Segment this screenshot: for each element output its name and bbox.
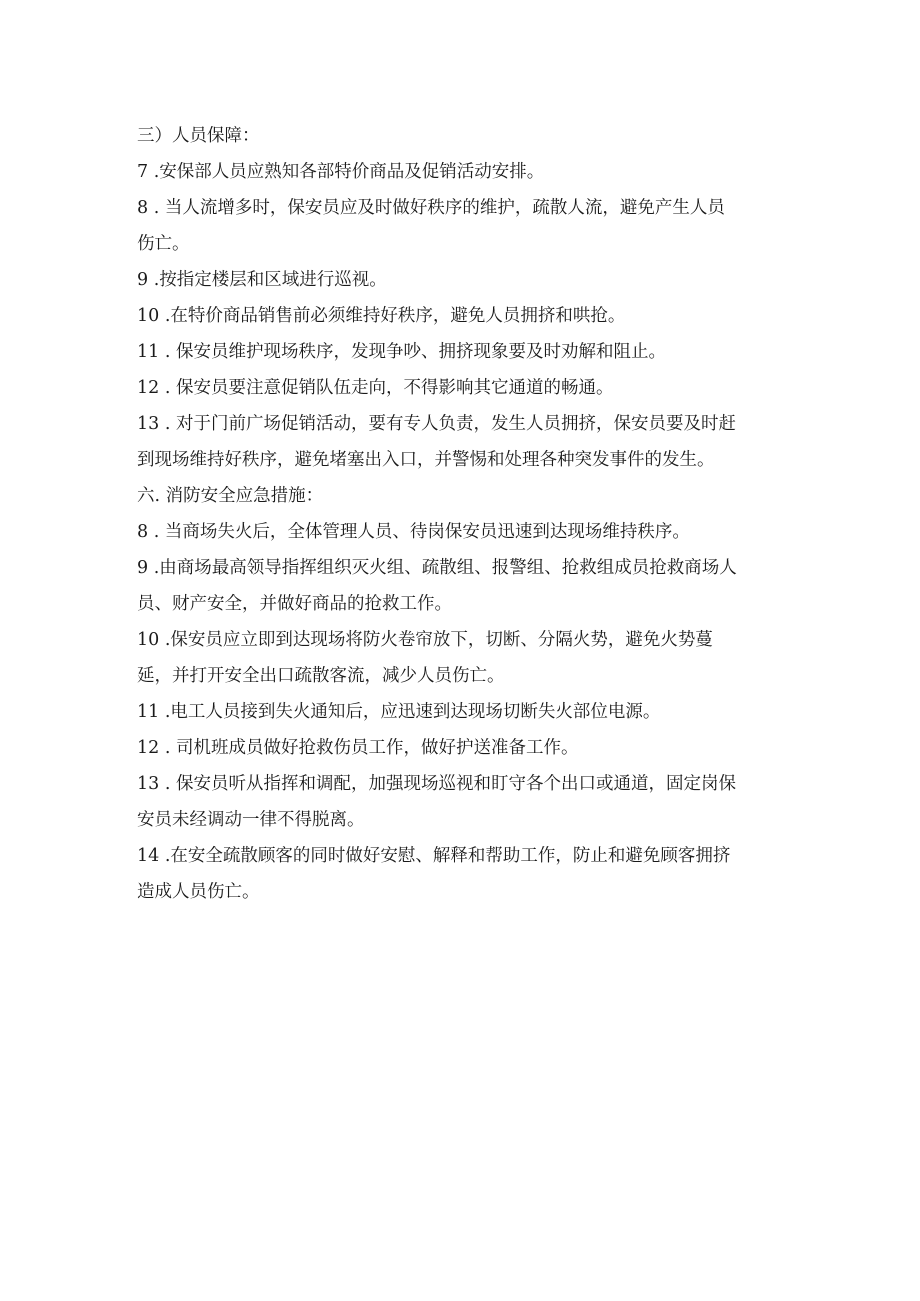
paragraph-line: 10 .在特价商品销售前必须维持好秩序，避免人员拥挤和哄抢。 <box>137 306 626 326</box>
paragraph-line: 9 .按指定楼层和区域进行巡视。 <box>137 270 387 290</box>
paragraph-line: 安员未经调动一律不得脱离。 <box>137 810 365 830</box>
section-heading-fire-safety: 六. 消防安全应急措施： <box>137 486 324 506</box>
document-body <box>137 118 787 910</box>
paragraph-line: 9 .由商场最高领导指挥组织灭火组、疏散组、报警组、抢救组成员抢救商场人 <box>137 558 737 578</box>
paragraph-line: 12 . 保安员要注意促销队伍走向，不得影响其它通道的畅通。 <box>137 378 614 398</box>
paragraph-line: 14 .在安全疏散顾客的同时做好安慰、解释和帮助工作，防止和避免顾客拥挤 <box>137 846 731 866</box>
paragraph-line: 11 .电工人员接到失火通知后，应迅速到达现场切断失火部位电源。 <box>137 702 661 722</box>
section-heading-personnel: 三）人员保障： <box>137 126 260 146</box>
paragraph-line: 7 .安保部人员应熟知各部特价商品及促销活动安排。 <box>137 162 545 182</box>
paragraph-line: 13 . 对于门前广场促销活动，要有专人负责，发生人员拥挤，保安员要及时赶 <box>137 414 736 434</box>
paragraph-line: 员、财产安全，并做好商品的抢救工作。 <box>137 594 452 614</box>
paragraph-line: 延，并打开安全出口疏散客流，减少人员伤亡。 <box>137 666 505 686</box>
paragraph-line: 12 . 司机班成员做好抢救伤员工作，做好护送准备工作。 <box>137 738 579 758</box>
paragraph-line: 10 .保安员应立即到达现场将防火卷帘放下，切断、分隔火势，避免火势蔓 <box>137 630 713 650</box>
paragraph-line: 伤亡。 <box>137 234 190 254</box>
paragraph-line: 13 . 保安员听从指挥和调配，加强现场巡视和盯守各个出口或通道，固定岗保 <box>137 774 736 794</box>
paragraph-line: 8 . 当人流增多时，保安员应及时做好秩序的维护，疏散人流，避免产生人员 <box>137 198 725 218</box>
paragraph-line: 11 . 保安员维护现场秩序，发现争吵、拥挤现象要及时劝解和阻止。 <box>137 342 666 362</box>
paragraph-line: 8 . 当商场失火后，全体管理人员、待岗保安员迅速到达现场维持秩序。 <box>137 522 690 542</box>
paragraph-line: 到现场维持好秩序，避免堵塞出入口，并警惕和处理各种突发事件的发生。 <box>137 450 715 470</box>
paragraph-line: 造成人员伤亡。 <box>137 882 260 902</box>
